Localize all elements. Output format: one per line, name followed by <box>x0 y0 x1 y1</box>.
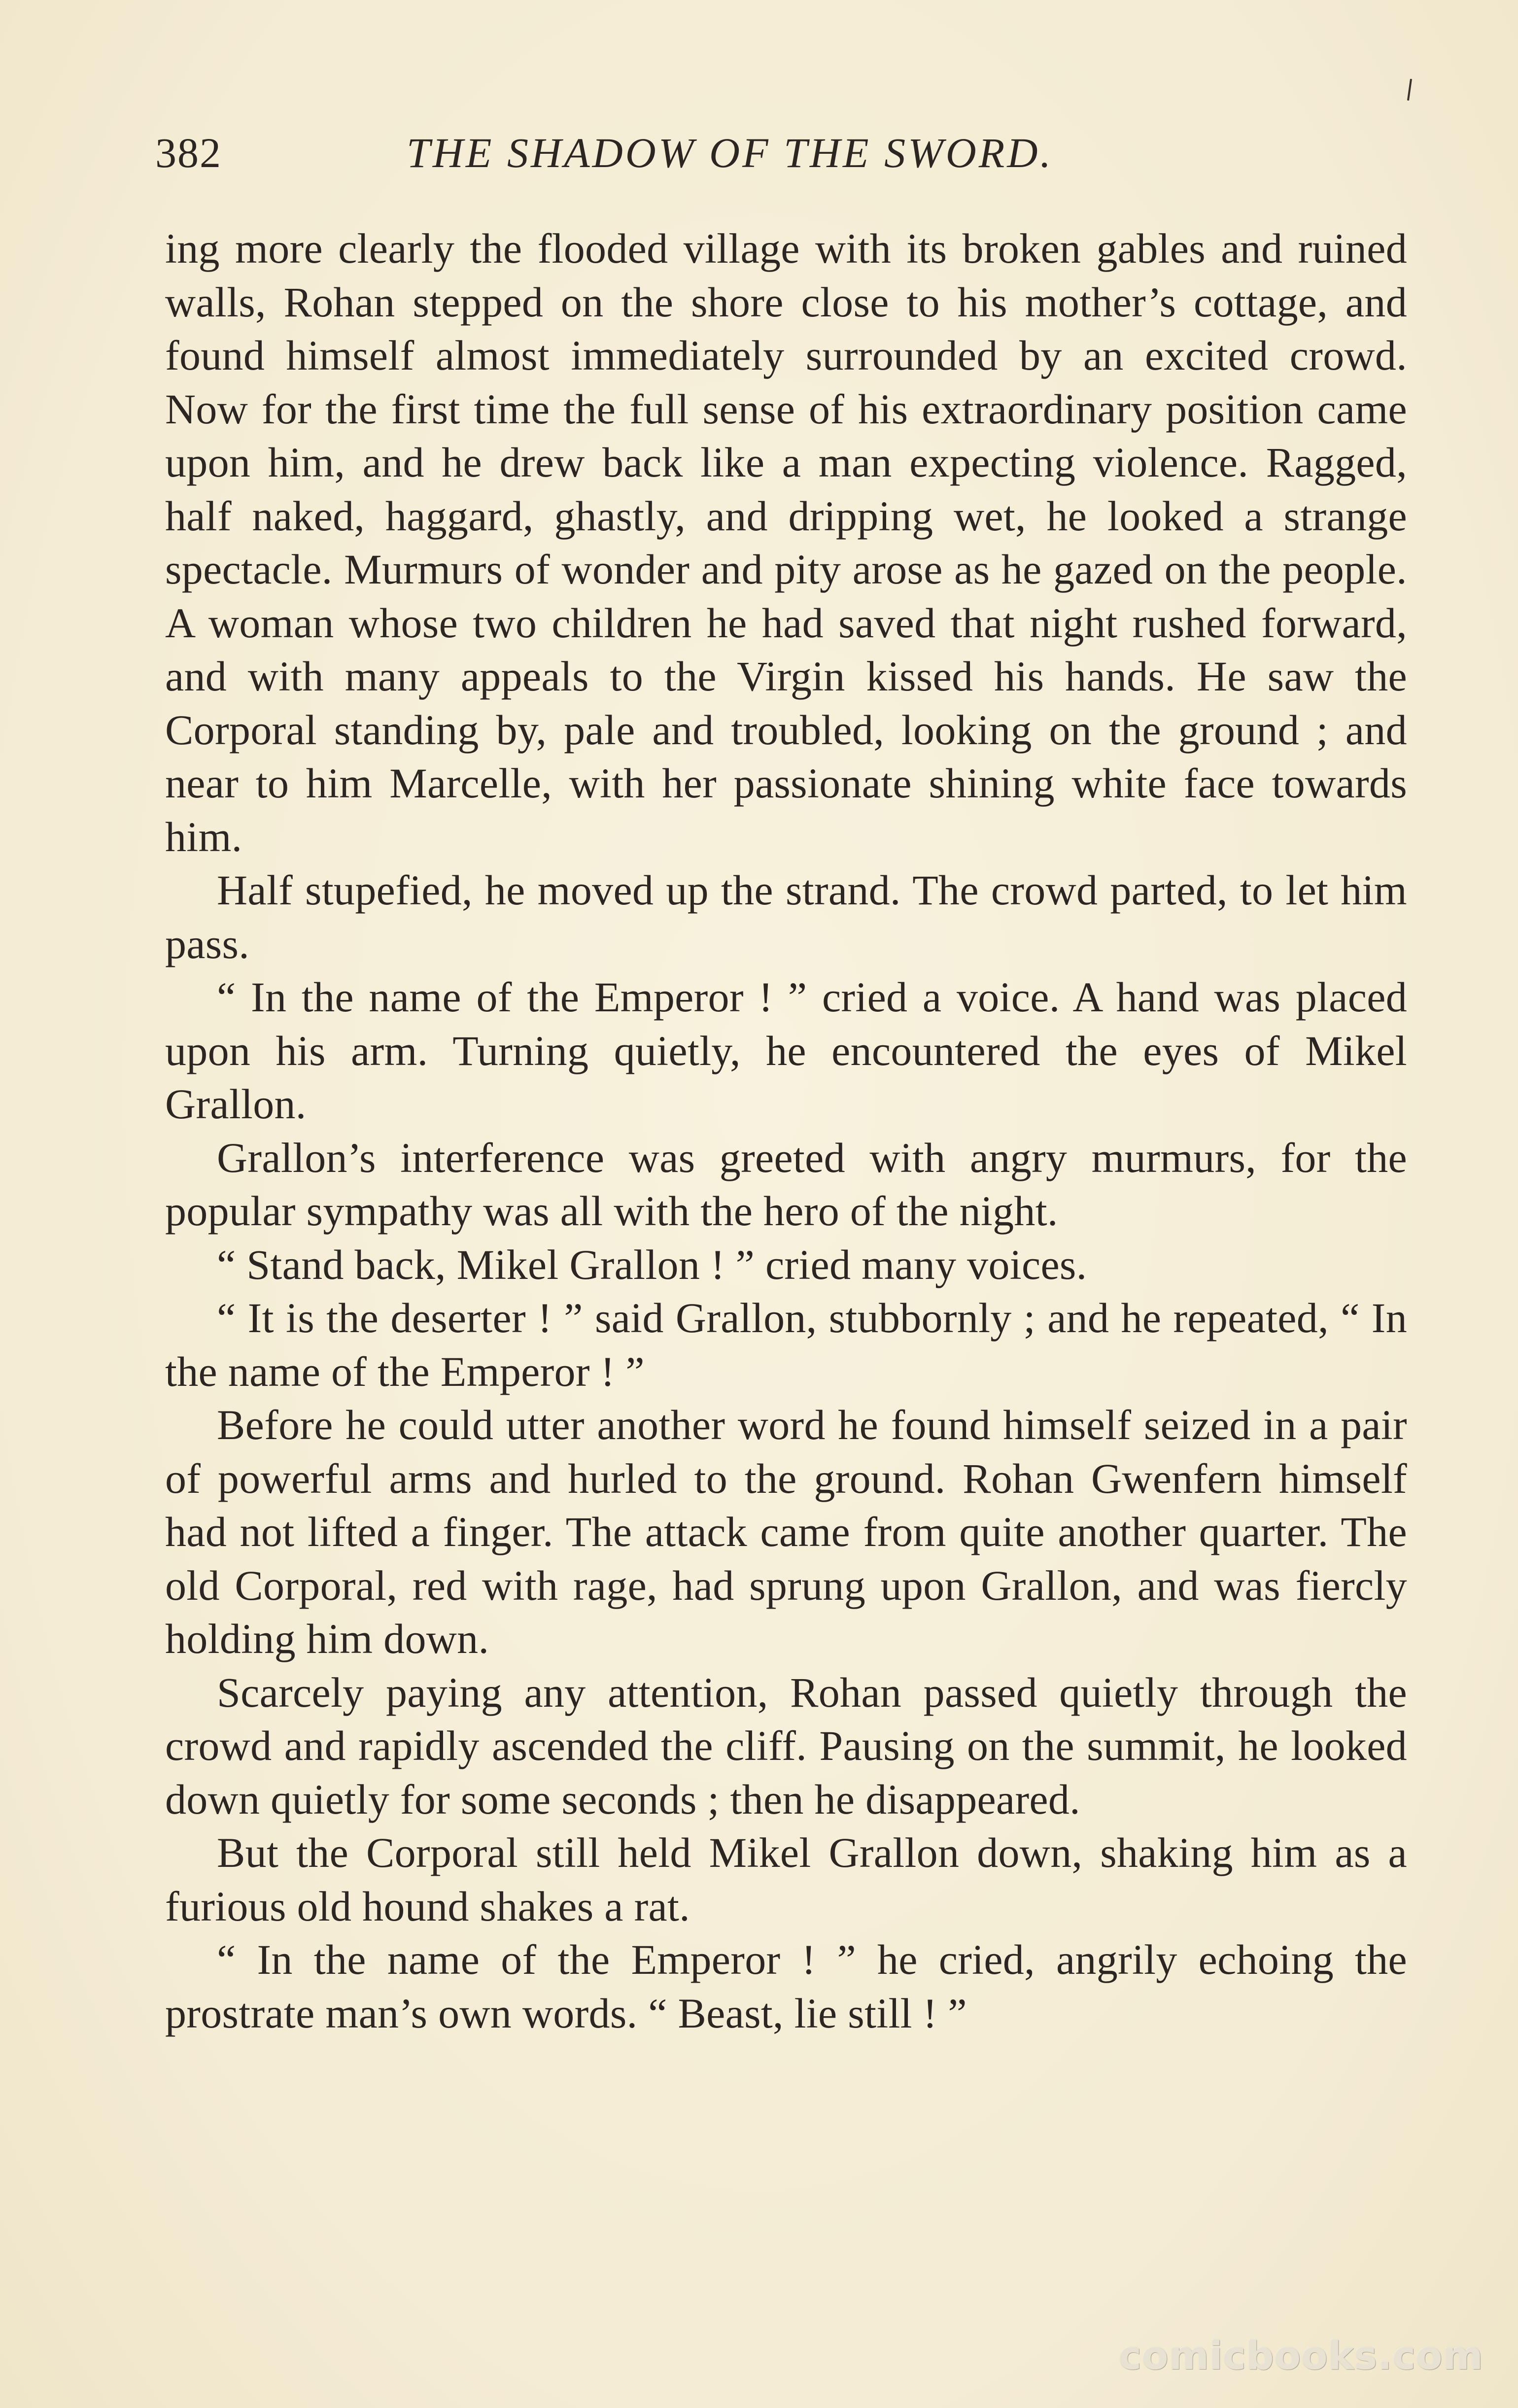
paragraph-2: Half stupefied, he moved up the strand. The crowd parted, to let him pass. <box>165 866 1407 967</box>
paragraph-7: Before he could utter another word he found himself seized in a pair of powerful arms and hurled to the ground. Rohan Gwenfern himself had not lifted a finger. The attack came from quite another quarter. The old Corporal, red with rage, had sprung upon Grallon, and was fiercly holding him down. <box>165 1401 1407 1662</box>
running-title: THE SHADOW OF THE SWORD. <box>407 129 1053 176</box>
paragraph-6: “ It is the deserter ! ” said Grallon, stubbornly ; and he repeated, “ In the name of the Emperor ! ” <box>165 1294 1407 1395</box>
margin-mark <box>1407 79 1412 101</box>
body-text <box>165 222 1407 2040</box>
paragraph-1: ing more clearly the flooded village with its broken gables and ruined walls, Rohan stepped on the shore close to his mother’s cottage, and found himself almost immediately surrounded by an excited crowd. Now for the first time the full sense of his extraordinary position came upon him, and he drew back like a man expecting violence. Ragged, half naked, haggard, ghastly, and dripping wet, he looked a strange spectacle. Murmurs of wonder and pity arose as he gazed on the people. A woman whose two children he had saved that night rushed forward, and with many appeals to the Virgin kissed his hands. He saw the Corporal standing by, pale and troubled, looking on the ground ; and near to him Marcelle, with her passionate shining white face towards him. <box>165 225 1407 860</box>
paragraph-8: Scarcely paying any attention, Rohan passed quietly through the crowd and rapidly ascended the cliff. Pausing on the summit, he looked down quietly for some seconds ; then he disappeared. <box>165 1668 1407 1823</box>
watermark: comicbooks.com <box>1118 2334 1484 2378</box>
page-header <box>155 123 1412 182</box>
paragraph-3: “ In the name of the Emperor ! ” cried a voice. A hand was placed upon his arm. Turning quietly, he encountered the eyes of Mikel Grallon. <box>165 973 1407 1128</box>
paragraph-4: Grallon’s interference was greeted with angry murmurs, for the popular sympathy was all with the hero of the night. <box>165 1134 1407 1235</box>
paragraph-9: But the Corporal still held Mikel Grallon down, shaking him as a furious old hound shakes a rat. <box>165 1829 1407 1930</box>
paragraph-5: “ Stand back, Mikel Grallon ! ” cried many voices. <box>217 1240 1087 1288</box>
paragraph-10: “ In the name of the Emperor ! ” he cried, angrily echoing the prostrate man’s own words. “ Beast, lie still ! ” <box>165 1936 1407 2037</box>
page-number: 382 <box>155 129 222 176</box>
